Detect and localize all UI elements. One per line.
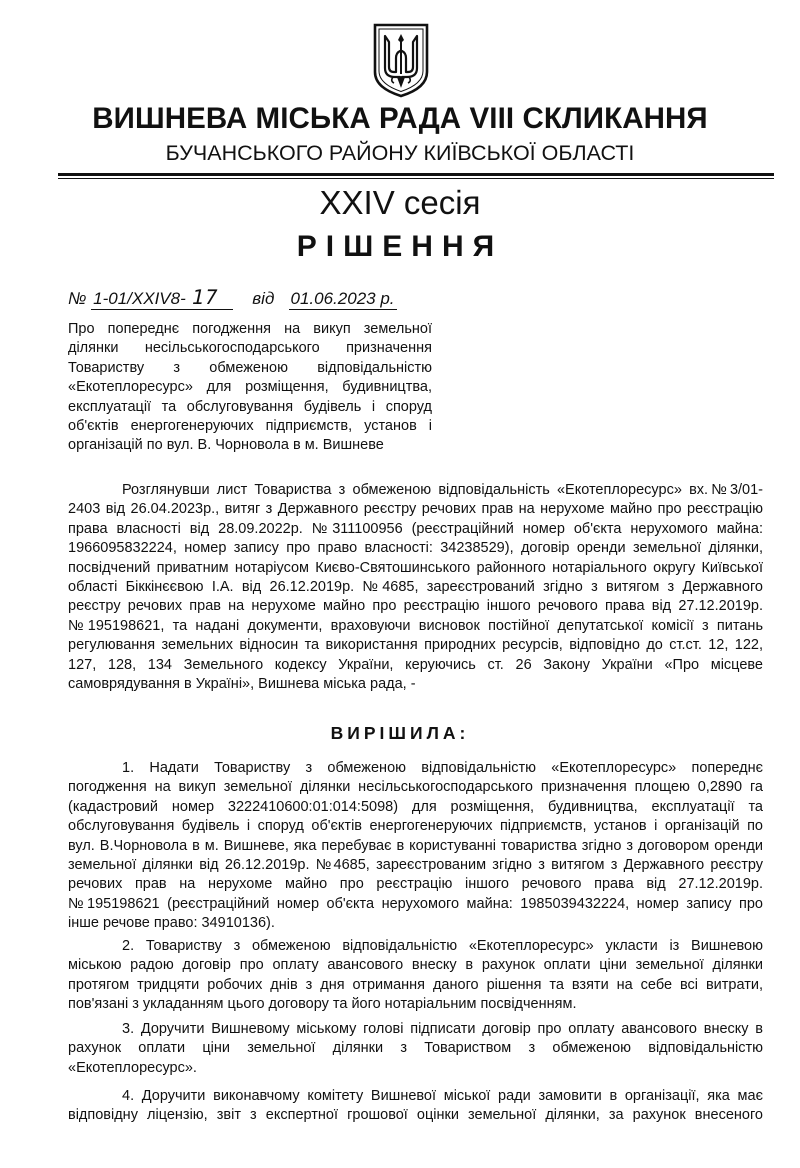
item-4-line: відповідну ліцензію, звіт з експертної грошової оцінки земельної ділянки, за рахунок внесеного: [68, 1107, 763, 1124]
date-label: від: [252, 289, 275, 308]
item-3-line: 3. Доручити Вишневому міському голові підписати договір про оплату авансового внеску в: [122, 1021, 763, 1037]
item-1-line: земельної ділянки від 26.12.2019р. №4685, зареєстрованим згідно з витягом з Державного реєстру: [68, 857, 763, 874]
subject-line: «Екотеплоресурс» для розміщення, будивництва,: [68, 379, 432, 396]
decision-subject: [68, 320, 432, 456]
item-3-paragraph: [68, 1020, 763, 1078]
preamble-line: 127, 128, 134 Земельного кодексу України, керуючись ст. 26 Закону України «Про місцеве: [68, 656, 763, 673]
subject-line: Товариству з обмеженою відповідальністю: [68, 359, 432, 376]
item-1-line: погодження на викуп земельної ділянки несільськогосподарського призначення площею 0,2890 га: [68, 779, 763, 796]
decision-date: 01.06.2023 р.: [290, 289, 395, 308]
preamble-line: посвідчений приватним нотаріусом Києво-Святошинського районного нотаріального округу Київської: [68, 559, 763, 576]
item-4-paragraph: [68, 1087, 763, 1126]
item-2-line: пов'язані з укладанням цього договору та його нотаріальним посвідченням.: [68, 996, 577, 1013]
district-subtitle: БУЧАНСЬКОГО РАЙОНУ КИЇВСЬКОЇ ОБЛАСТІ: [165, 141, 635, 165]
preamble-paragraph: [68, 481, 763, 694]
council-title: ВИШНЕВА МІСЬКА РАДА VIII СКЛИКАННЯ: [92, 102, 708, 135]
preamble-line: регулювання земельних відносин та використання природних ресурсів, відповідно до ст.ст. 12, 122,: [68, 637, 763, 654]
header-divider-thin: [58, 178, 774, 179]
preamble-line: №195198621, та надані документи, враховуючи висновок постійної депутатської комісії з питань: [68, 617, 763, 634]
preamble-line: 2403 від 26.04.2023р., витяг з Державного реєстру речових прав на нерухоме майно про реєстрацію: [68, 501, 763, 518]
subject-line: ділянки несільськогосподарського призначення: [68, 340, 432, 357]
preamble-line: Розглянувши лист Товариства з обмеженою відповідальність «Екотеплоресурс» вх.№3/01-: [122, 482, 763, 498]
header-divider-thick: [58, 173, 774, 176]
resolved-heading: ВИРІШИЛА:: [330, 723, 470, 743]
subject-line: організацій по вул. В. Чорновола в м. Вишневе: [68, 437, 384, 454]
item-2-line: протягом тридцяти робочих днів з дня отримання даного рішення та взяти на себе всі витрати,: [68, 976, 763, 993]
item-1-line: вул. В.Чорновола в м. Вишневе, яка перебуває в користуванні товариства згідно з договором оренди: [68, 837, 763, 854]
preamble-line: 1966095832224, номер запису про право власності: 34238529), договір оренди земельної ділянки,: [68, 540, 763, 557]
decision-number-line: [68, 285, 397, 310]
item-4-line: 4. Доручити виконавчому комітету Вишневої міської ради замовити в організації, яка має: [122, 1088, 763, 1104]
item-1-line: речових прав на нерухоме майно про реєстрацію іншого речового права від 27.12.2019р.: [68, 876, 763, 893]
preamble-line: самоврядування в Україні», Вишнева міська рада, -: [68, 676, 416, 693]
number-label: №: [68, 289, 87, 308]
item-2-paragraph: [68, 937, 763, 1015]
item-1-line: інше речове право: 34910136).: [68, 915, 275, 932]
item-1-line: 1. Надати Товариству з обмеженою відповідальністю «Екотеплоресурс» попереднє: [122, 760, 763, 776]
item-1-line: (кадастровий номер 3222410600:01:014:5098) для розміщення, будивництва, експлуатації та: [68, 798, 763, 815]
handwritten-number: 17: [189, 285, 220, 309]
subject-line: об'єктів енергогенеруючих підприємств, установ і: [68, 418, 432, 435]
session-title: XXIV сесія: [319, 184, 481, 221]
item-3-line: рахунок оплати ціни земельної ділянки з Товариством з обмеженою відповідальністю: [68, 1040, 763, 1057]
item-1-paragraph: [68, 759, 763, 934]
item-2-line: 2. Товариству з обмеженою відповідальністю «Екотеплоресурс» укласти із Вишневою: [122, 938, 763, 954]
decision-number: [91, 285, 233, 310]
decision-number-text: 1-01/XXIV8-: [93, 289, 186, 308]
item-3-line: «Екотеплоресурс».: [68, 1059, 197, 1076]
item-2-line: міською радою договір про оплату авансового внеску в рахунок оплати ціни земельної ділянки: [68, 957, 763, 974]
preamble-line: області Біккінєєвою І.А. від 26.12.2019р. №4685, зареєстрований згідно з витягом з Державного: [68, 579, 763, 596]
item-1-line: №195198621 (реєстраційний номер об'єкта нерухомого майна: 1985039432224, номер запису про: [68, 895, 763, 912]
item-1-line: обслуговування будівель і споруд об'єктів енергогенеруючих підприємств, установ і організацій по: [68, 818, 763, 835]
preamble-line: права власності від 28.09.2022р. №311100956 (реєстраційний номер об'єкта нерухомого майна:: [68, 520, 763, 537]
trident-coat-of-arms-icon: [371, 22, 431, 98]
subject-line: експлуатації та обслуговування будівель і споруд: [68, 398, 432, 415]
subject-line: Про попереднє погодження на викуп земельної: [68, 321, 432, 337]
preamble-line: реєстру речових прав на нерухоме майно про реєстрацію іншого речового права від 27.12.2019р.: [68, 598, 763, 615]
decision-title: РІШЕННЯ: [296, 230, 504, 263]
